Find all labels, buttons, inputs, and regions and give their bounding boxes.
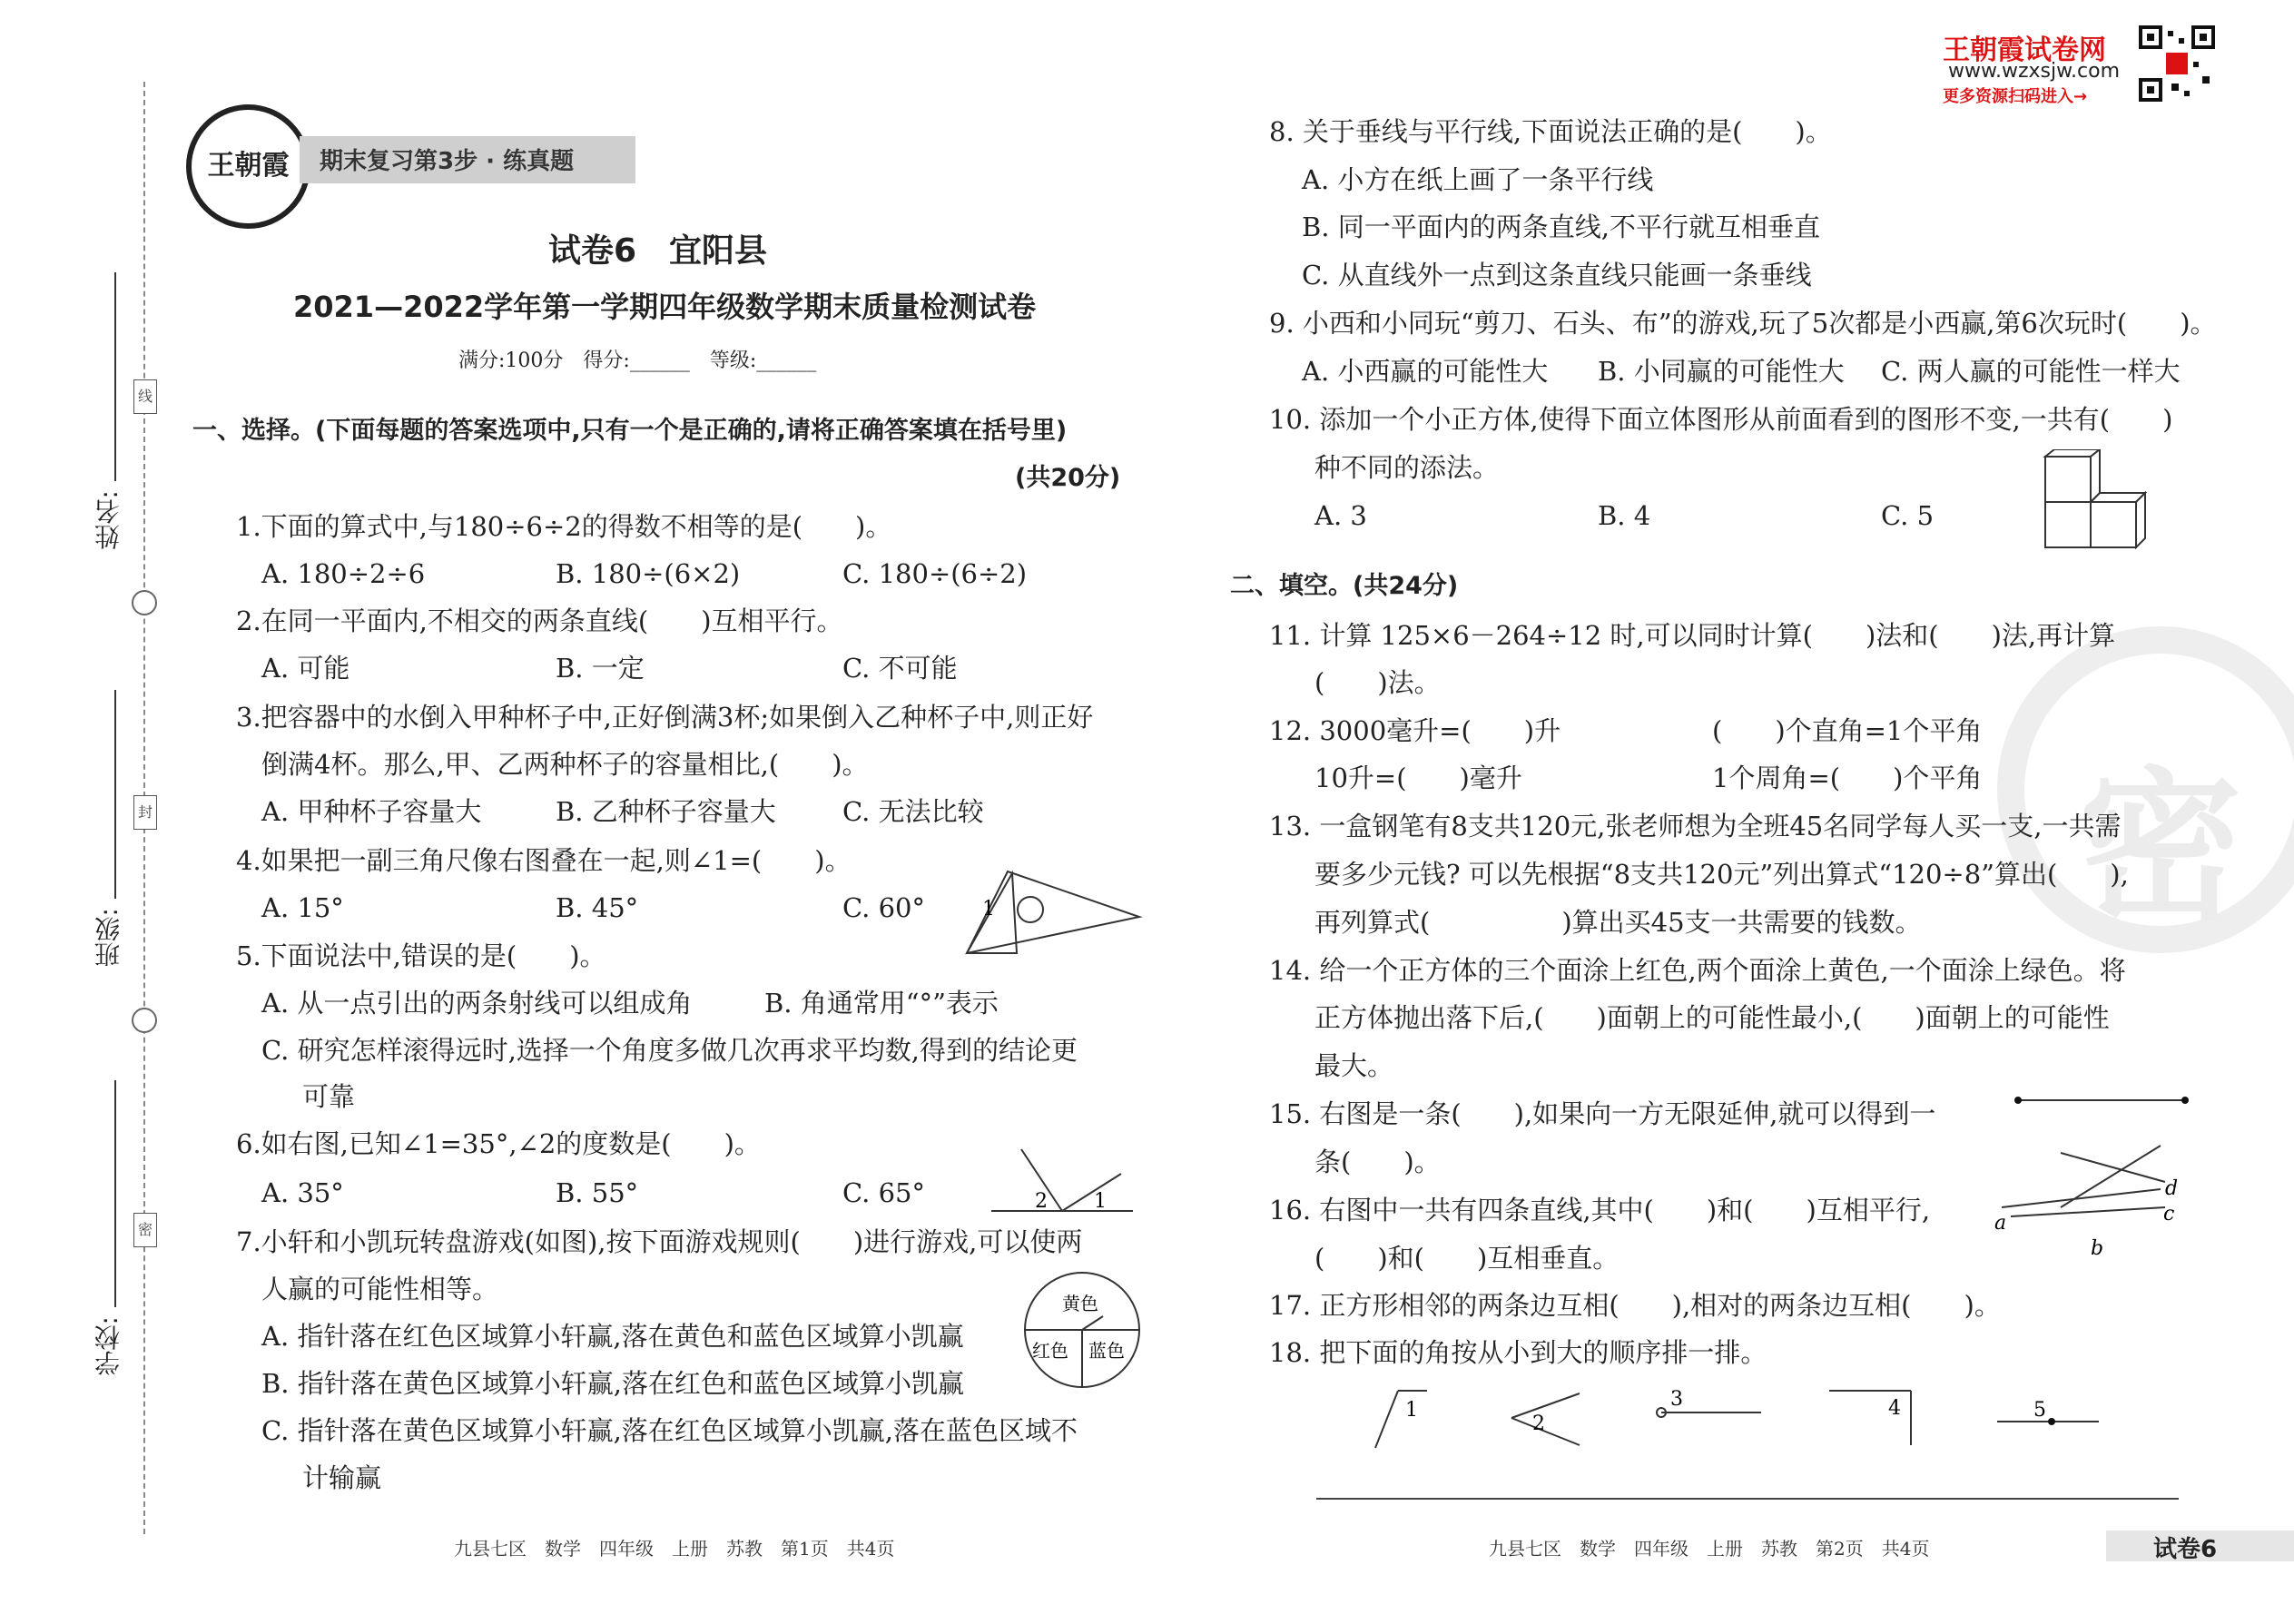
question-9: 9. 小西和小同玩“剪刀、石头、布”的游戏,玩了5次都是小西赢,第6次玩时( )。 xyxy=(1269,308,2217,339)
question-14-cont2: 最大。 xyxy=(1314,1050,1394,1081)
q1-option-c[interactable]: C. 180÷(6÷2) xyxy=(842,558,1028,589)
exam-title: 2021—2022学年第一学期四年级数学期末质量检测试卷 xyxy=(293,290,1037,324)
q9-option-b[interactable]: B. 小同赢的可能性大 xyxy=(1598,356,1845,387)
question-17: 17. 正方形相邻的两条边互相( ),相对的两条边互相( )。 xyxy=(1269,1290,2001,1321)
school-label: 学校: xyxy=(94,1316,123,1376)
brand-badge xyxy=(186,104,310,229)
answer-area-rule xyxy=(1316,1498,2179,1500)
q7-option-b[interactable]: B. 指针落在黄色区域算小轩赢,落在红色和蓝色区域算小凯赢 xyxy=(261,1368,964,1399)
line-d-label: d xyxy=(2165,1177,2179,1200)
binding-hole xyxy=(132,590,157,615)
section1-title: 一、选择。(下面每题的答案选项中,只有一个是正确的,请将正确答案填在括号里) xyxy=(192,417,1068,445)
footer-right: 九县七区 数学 四年级 上册 苏教 第2页 共4页 xyxy=(1489,1538,1930,1560)
q2-option-a[interactable]: A. 可能 xyxy=(261,653,350,684)
score-line: 满分:100分 得分:______ 等级:______ xyxy=(458,349,817,372)
section2-title: 二、填空。(共24分) xyxy=(1230,572,1459,600)
q5-option-c-cont: 可靠 xyxy=(302,1081,356,1112)
segment-figure xyxy=(2011,1089,2192,1111)
angle-label-1-q6: 1 xyxy=(1094,1190,1107,1213)
q5-option-b[interactable]: B. 角通常用“°”表示 xyxy=(764,988,999,1019)
question-11-cont: ( )法。 xyxy=(1314,667,1441,698)
watermark-scan-hint: 更多资源扫码进入→ xyxy=(1943,87,2088,106)
question-12d: 1个周角=( )个平角 xyxy=(1712,763,1983,793)
question-7-cont: 人赢的可能性相等。 xyxy=(261,1274,499,1304)
seal-char-xian: 线 xyxy=(133,379,157,414)
q8-option-b[interactable]: B. 同一平面内的两条直线,不平行就互相垂直 xyxy=(1302,212,1820,242)
spinner-yellow-label: 黄色 xyxy=(1062,1293,1098,1314)
paper-title: 试卷6 宜阳县 xyxy=(548,232,768,270)
q4-option-c[interactable]: C. 60° xyxy=(842,892,925,923)
q5-option-c[interactable]: C. 研究怎样滚得远时,选择一个角度多做几次再求平均数,得到的结论更 xyxy=(261,1035,1078,1066)
cubes-figure xyxy=(2038,449,2147,551)
question-8: 8. 关于垂线与平行线,下面说法正确的是( )。 xyxy=(1269,116,1832,147)
question-12b: ( )个直角=1个平角 xyxy=(1712,715,1983,746)
name-field[interactable] xyxy=(114,272,116,481)
question-6: 6.如右图,已知∠1=35°,∠2的度数是( )。 xyxy=(236,1128,761,1159)
question-16-cont: ( )和( )互相垂直。 xyxy=(1314,1243,1620,1274)
question-14-cont: 正方体抛出落下后,( )面朝上的可能性最小,( )面朝上的可能性 xyxy=(1314,1002,2110,1033)
q5-option-a[interactable]: A. 从一点引出的两条射线可以组成角 xyxy=(261,988,693,1019)
angle-q18-5: 5 xyxy=(2033,1399,2046,1422)
question-3: 3.把容器中的水倒入甲种杯子中,正好倒满3杯;如果倒入乙种杯子中,则正好 xyxy=(236,702,1094,733)
q4-option-b[interactable]: B. 45° xyxy=(556,892,639,923)
question-14: 14. 给一个正方体的三个面涂上红色,两个面涂上黄色,一个面涂上绿色。将 xyxy=(1269,955,2126,986)
question-10: 10. 添加一个小正方体,使得下面立体图形从前面看到的图形不变,一共有( ) xyxy=(1269,404,2173,435)
spinner-figure xyxy=(1021,1269,1144,1392)
four-lines-figure xyxy=(1993,1135,2183,1262)
seal-char-feng: 封 xyxy=(133,795,157,830)
q8-option-a[interactable]: A. 小方在纸上画了一条平行线 xyxy=(1302,164,1654,195)
question-12c: 10升=( )毫升 xyxy=(1314,763,1522,793)
spinner-blue-label: 蓝色 xyxy=(1088,1340,1125,1362)
question-18: 18. 把下面的角按从小到大的顺序排一排。 xyxy=(1269,1337,1767,1368)
q10-option-c[interactable]: C. 5 xyxy=(1881,500,1935,531)
q2-option-c[interactable]: C. 不可能 xyxy=(842,653,958,684)
question-16: 16. 右图中一共有四条直线,其中( )和( )互相平行, xyxy=(1269,1195,1931,1225)
line-b-label: b xyxy=(2091,1237,2104,1260)
question-7: 7.小轩和小凯玩转盘游戏(如图),按下面游戏规则( )进行游戏,可以使两 xyxy=(236,1226,1083,1257)
question-13: 13. 一盒钢笔有8支共120元,张老师想为全班45名同学每人买一支,一共需 xyxy=(1269,811,2122,842)
q3-option-b[interactable]: B. 乙种杯子容量大 xyxy=(556,796,776,827)
question-15: 15. 右图是一条( ),如果向一方无限延伸,就可以得到一 xyxy=(1269,1098,1936,1129)
q7-option-c[interactable]: C. 指针落在黄色区域算小轩赢,落在红色区域算小凯赢,落在蓝色区域不 xyxy=(261,1415,1078,1446)
q4-option-a[interactable]: A. 15° xyxy=(261,892,344,923)
q1-option-b[interactable]: B. 180÷(6×2) xyxy=(556,558,741,589)
class-field[interactable] xyxy=(114,690,116,899)
question-13-cont2: 再列算式( )算出买45支一共需要的钱数。 xyxy=(1314,907,1922,938)
binding-hole xyxy=(132,1008,157,1033)
qr-code-icon[interactable] xyxy=(2139,25,2215,102)
angle-label-1: 1 xyxy=(982,898,995,920)
question-3-cont: 倒满4杯。那么,甲、乙两种杯子的容量相比,( )。 xyxy=(261,749,869,780)
q3-option-a[interactable]: A. 甲种杯子容量大 xyxy=(261,796,482,827)
q9-option-a[interactable]: A. 小西赢的可能性大 xyxy=(1302,356,1549,387)
question-10-cont: 种不同的添法。 xyxy=(1314,452,1500,483)
watermark-brand: 王朝霞试卷网 xyxy=(1943,34,2106,66)
name-label: 姓名: xyxy=(94,490,123,550)
spinner-red-label: 红色 xyxy=(1032,1340,1068,1362)
section1-points: (共20分) xyxy=(1015,464,1121,492)
watermark-url: www.wzxsjw.com xyxy=(1948,60,2121,83)
class-label: 班级: xyxy=(94,908,123,968)
q7-option-a[interactable]: A. 指针落在红色区域算小轩赢,落在黄色和蓝色区域算小凯赢 xyxy=(261,1321,964,1352)
q9-option-c[interactable]: C. 两人赢的可能性一样大 xyxy=(1881,356,2181,387)
watermark-stamp-char: 密 xyxy=(2078,753,2242,943)
q6-option-b[interactable]: B. 55° xyxy=(556,1177,639,1208)
q3-option-c[interactable]: C. 无法比较 xyxy=(842,796,984,827)
angle-q18-3: 3 xyxy=(1670,1388,1683,1411)
question-2: 2.在同一平面内,不相交的两条直线( )互相平行。 xyxy=(236,605,843,636)
question-4: 4.如果把一副三角尺像右图叠在一起,则∠1=( )。 xyxy=(236,845,852,876)
angle-q18-1: 1 xyxy=(1405,1399,1418,1422)
q2-option-b[interactable]: B. 一定 xyxy=(556,653,645,684)
q8-option-c[interactable]: C. 从直线外一点到这条直线只能画一条垂线 xyxy=(1302,260,1812,290)
step-label: 期末复习第3步 · 练真题 xyxy=(320,148,575,175)
angle-figure-q6 xyxy=(989,1142,1135,1216)
seal-char-mi: 密 xyxy=(133,1213,157,1247)
question-12a: 12. 3000毫升=( )升 xyxy=(1269,715,1561,746)
question-13-cont: 要多少元钱? 可以先根据“8支共120元”列出算式“120÷8”算出( ), xyxy=(1314,859,2129,890)
watermark-stamp xyxy=(1997,626,2294,953)
triangle-rulers-figure xyxy=(962,862,1144,962)
footer-left: 九县七区 数学 四年级 上册 苏教 第1页 共4页 xyxy=(454,1538,895,1560)
question-15-cont: 条( )。 xyxy=(1314,1147,1441,1177)
angle-q18-4: 4 xyxy=(1888,1397,1901,1420)
question-11: 11. 计算 125×6－264÷12 时,可以同时计算( )法和( )法,再计算 xyxy=(1269,620,2116,651)
line-a-label: a xyxy=(1994,1212,2007,1235)
paper-tag: 试卷6 xyxy=(2153,1536,2218,1563)
q10-option-b[interactable]: B. 4 xyxy=(1598,500,1651,531)
angle-label-2: 2 xyxy=(1035,1190,1048,1213)
school-field[interactable] xyxy=(114,1080,116,1307)
line-c-label: c xyxy=(2163,1203,2175,1225)
q10-option-a[interactable]: A. 3 xyxy=(1314,500,1367,531)
angles-figure xyxy=(1362,1380,2115,1452)
q7-option-c-cont: 计输赢 xyxy=(302,1462,382,1493)
question-1: 1.下面的算式中,与180÷6÷2的得数不相等的是( )。 xyxy=(236,511,892,542)
angle-q18-2: 2 xyxy=(1532,1412,1545,1435)
brand-badge-text: 王朝霞 xyxy=(207,150,290,182)
q6-option-a[interactable]: A. 35° xyxy=(261,1177,344,1208)
q6-option-c[interactable]: C. 65° xyxy=(842,1177,925,1208)
question-5: 5.下面说法中,错误的是( )。 xyxy=(236,940,606,971)
q1-option-a[interactable]: A. 180÷2÷6 xyxy=(261,558,426,589)
